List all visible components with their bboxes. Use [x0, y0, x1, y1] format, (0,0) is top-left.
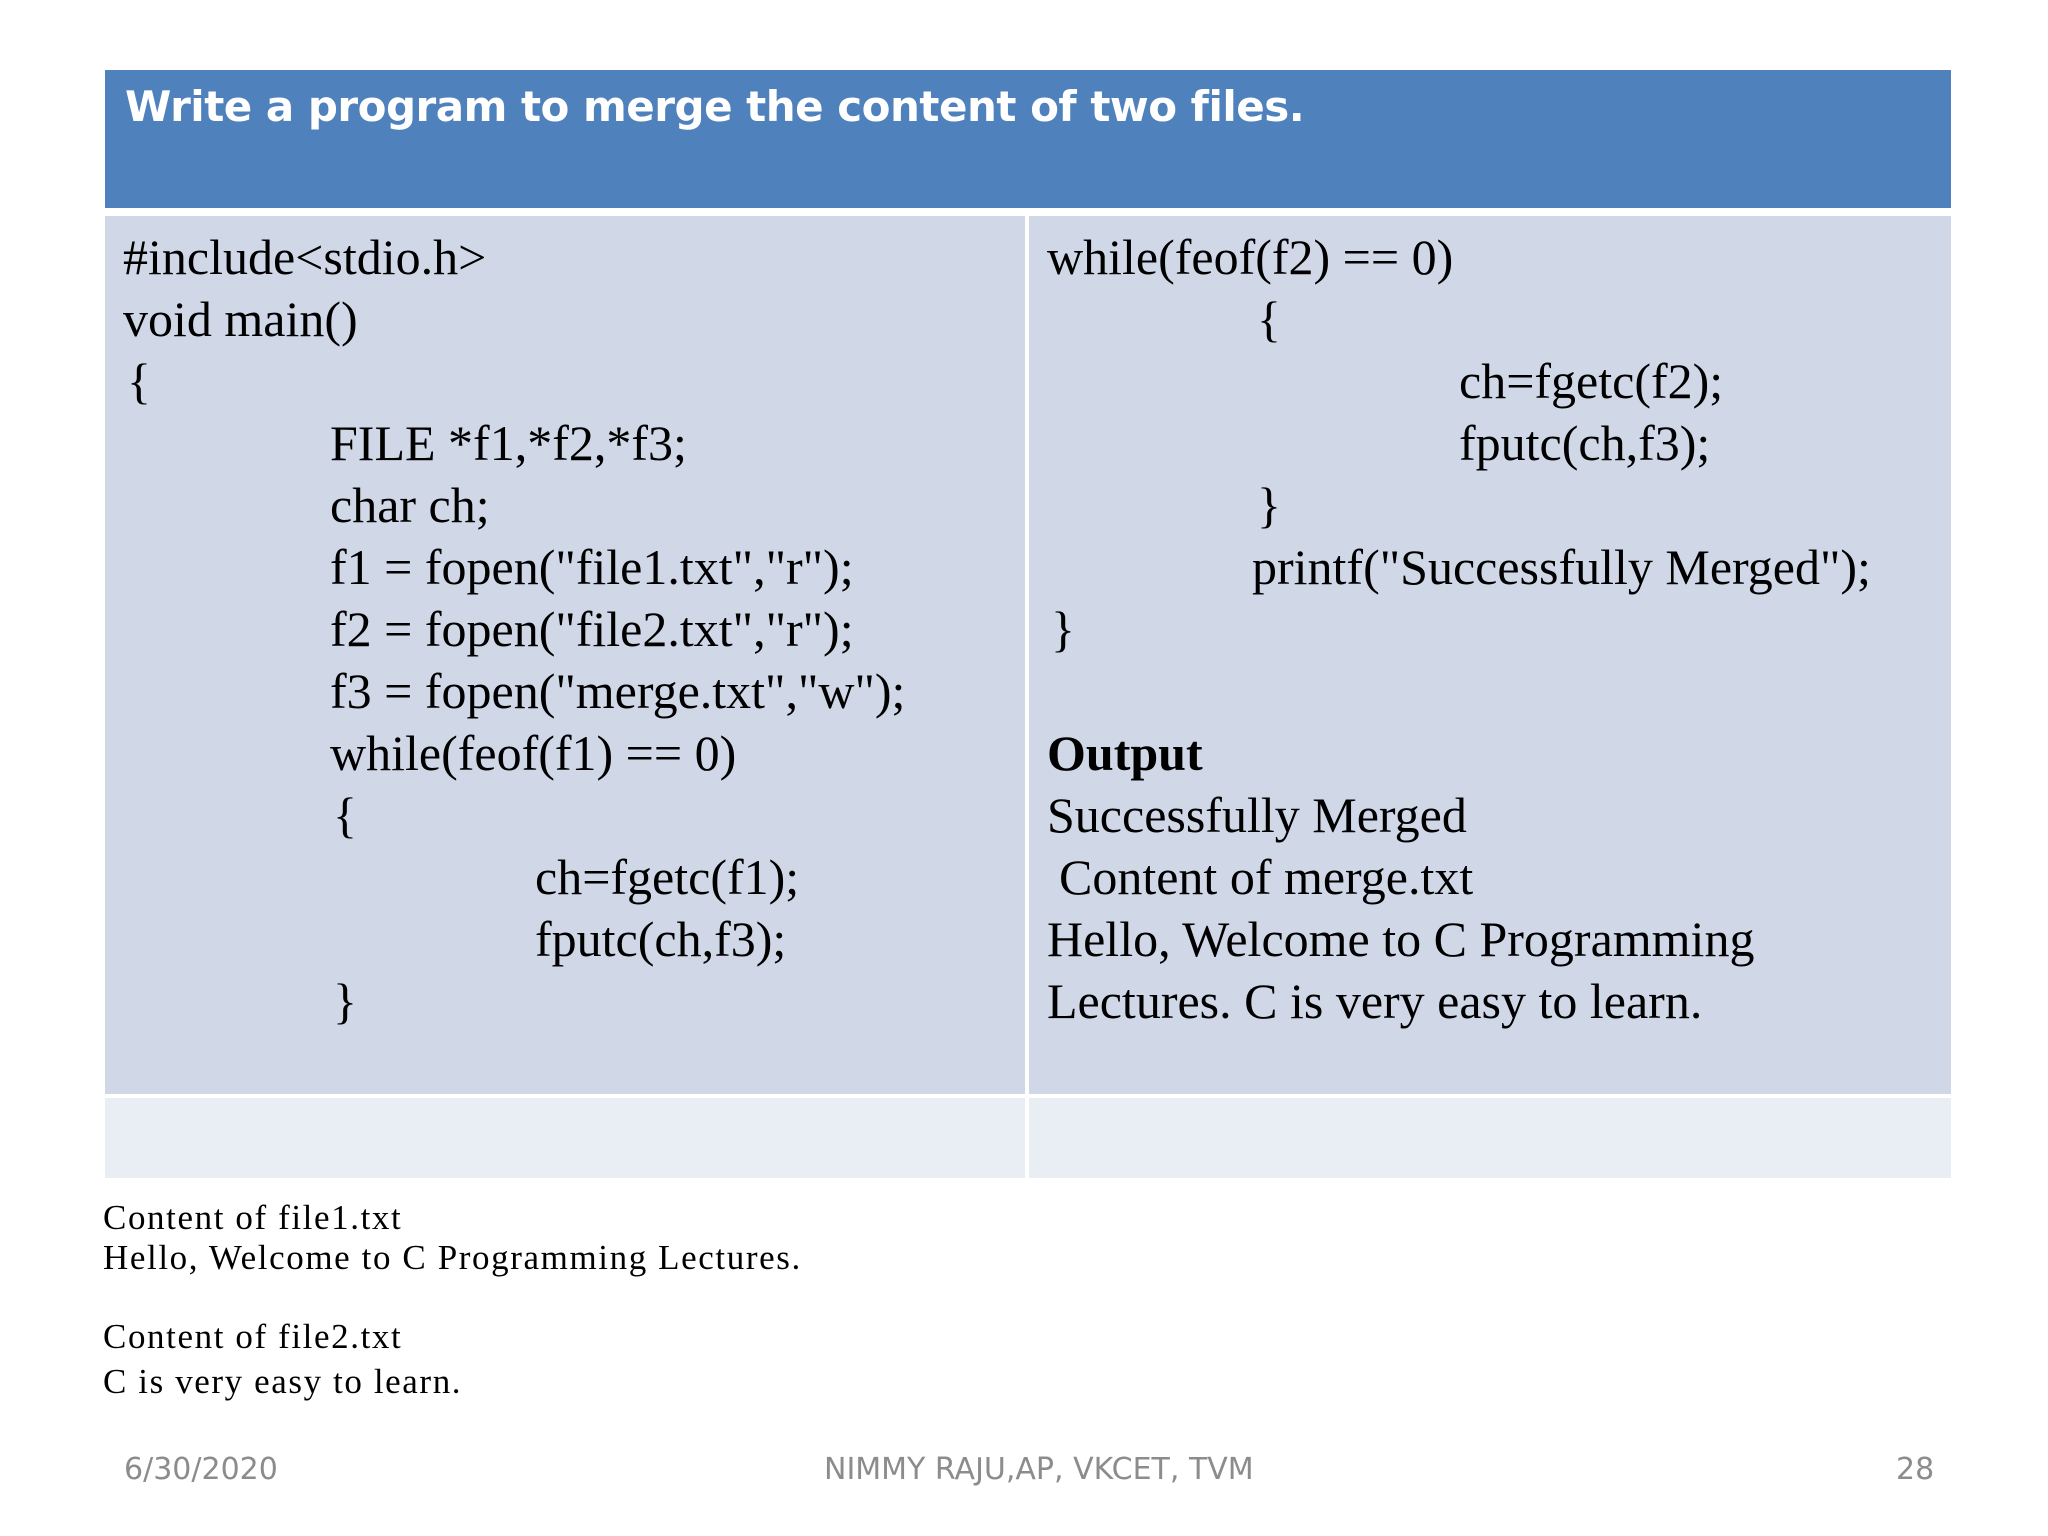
code-line: { — [333, 787, 357, 843]
output-line: Content of merge.txt — [1059, 849, 1474, 905]
code-line: } — [1051, 601, 1075, 657]
code-line: ch=fgetc(f2); — [1459, 353, 1724, 409]
code-line: fputc(ch,f3); — [1459, 415, 1711, 471]
output-line: Hello, Welcome to C Programming — [1047, 911, 1755, 967]
code-line: f1 = fopen("file1.txt","r"); — [330, 539, 854, 595]
empty-cell-right — [1029, 1098, 1951, 1178]
code-line: { — [127, 353, 151, 409]
footer-author: NIMMY RAJU,AP, VKCET, TVM — [824, 1452, 1254, 1487]
code-line: FILE *f1,*f2,*f3; — [330, 415, 687, 471]
code-line: } — [333, 973, 357, 1029]
code-line: printf("Successfully Merged"); — [1252, 539, 1871, 595]
file2-caption: Content of file2.txt — [103, 1317, 403, 1356]
output-heading: Output — [1047, 725, 1203, 781]
code-line: void main() — [123, 291, 358, 347]
footer-page-number: 28 — [1896, 1452, 1935, 1487]
code-line: while(feof(f2) == 0) — [1047, 229, 1454, 285]
code-line: f2 = fopen("file2.txt","r"); — [330, 601, 854, 657]
output-line: Lectures. C is very easy to learn. — [1047, 973, 1703, 1029]
empty-cell-left — [105, 1098, 1025, 1178]
slide-title-bar — [105, 70, 1951, 208]
left-code-cell — [105, 216, 1025, 1094]
code-line: #include<stdio.h> — [123, 229, 487, 285]
file1-content: Hello, Welcome to C Programming Lectures. — [103, 1238, 802, 1277]
output-line: Successfully Merged — [1047, 787, 1467, 843]
code-line: } — [1257, 477, 1281, 533]
file2-content: C is very easy to learn. — [103, 1362, 463, 1401]
file1-caption: Content of file1.txt — [103, 1198, 403, 1237]
slide-title: Write a program to merge the content of two files. — [125, 82, 1305, 131]
right-code-cell — [1029, 216, 1951, 1094]
footer-date: 6/30/2020 — [124, 1452, 278, 1487]
code-line: char ch; — [330, 477, 490, 533]
code-line: { — [1257, 291, 1281, 347]
code-line: while(feof(f1) == 0) — [330, 725, 737, 781]
code-line: ch=fgetc(f1); — [535, 849, 800, 905]
code-line: f3 = fopen("merge.txt","w"); — [330, 663, 906, 719]
code-line: fputc(ch,f3); — [535, 911, 787, 967]
